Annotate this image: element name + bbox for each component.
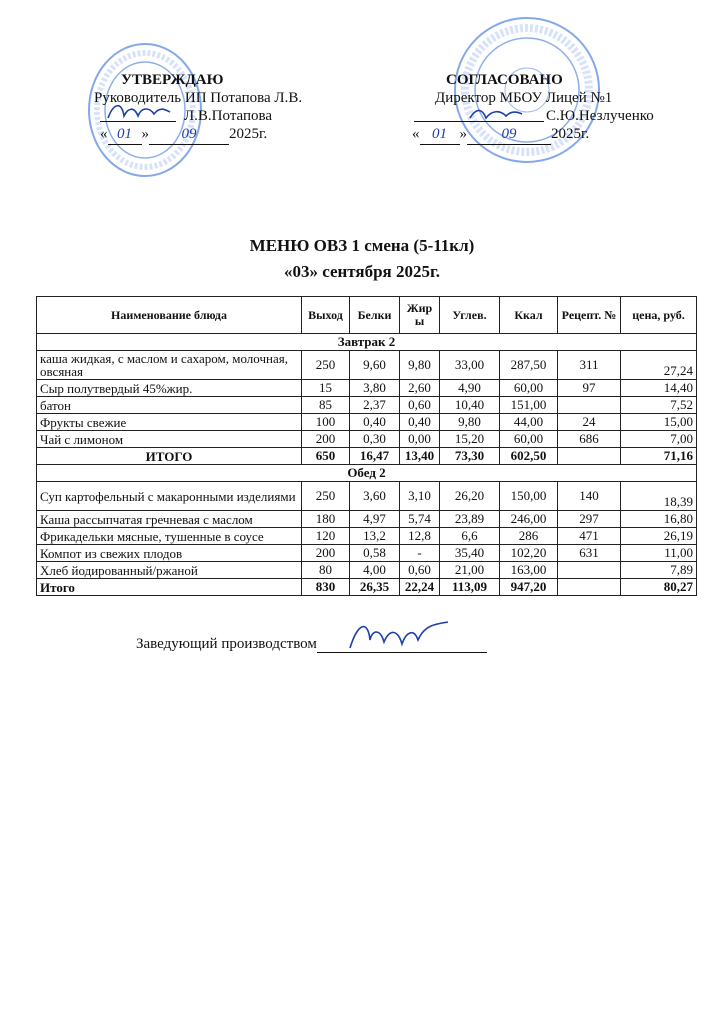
cell-recipe: 24 [558, 414, 621, 431]
table-row [37, 562, 697, 579]
col-header-kcal: Ккал [500, 297, 558, 334]
cell-kcal: 150,00 [500, 482, 558, 511]
col-header-fat: Жир ы [400, 297, 440, 334]
cell-fat: 3,10 [400, 482, 440, 511]
cell-price: 7,89 [621, 562, 697, 579]
approve-heading: УТВЕРЖДАЮ [121, 72, 224, 88]
total-row [37, 448, 697, 465]
cell-kcal: 163,00 [500, 562, 558, 579]
col-header-name: Наименование блюда [37, 297, 302, 334]
cell-output: 200 [302, 545, 350, 562]
cell-recipe: 97 [558, 380, 621, 397]
approve-date-month: 09 [149, 125, 229, 145]
cell-name: Фрикадельки мясные, тушенные в соусе [37, 528, 302, 545]
cell-output: 15 [302, 380, 350, 397]
page-subtitle: «03» сентября 2025г. [283, 262, 441, 281]
cell-protein: 4,00 [350, 562, 400, 579]
col-header-output: Выход [302, 297, 350, 334]
cell-carbs: 6,6 [440, 528, 500, 545]
cell-price: 71,16 [621, 448, 697, 465]
col-header-carbs: Углев. [440, 297, 500, 334]
table-row [37, 431, 697, 448]
cell-fat: 2,60 [400, 380, 440, 397]
cell-name: Каша рассыпчатая гречневая с маслом [37, 511, 302, 528]
approve-signer: Л.В.Потапова [184, 108, 273, 124]
cell-recipe [558, 397, 621, 414]
cell-price: 15,00 [621, 414, 697, 431]
cell-fat: 9,80 [400, 351, 440, 380]
cell-output: 120 [302, 528, 350, 545]
cell-fat: 5,74 [400, 511, 440, 528]
cell-carbs: 113,09 [440, 579, 500, 596]
cell-recipe: 140 [558, 482, 621, 511]
table-row [37, 351, 697, 380]
agree-signature [466, 104, 526, 124]
cell-kcal: 602,50 [500, 448, 558, 465]
section-title: Завтрак 2 [37, 334, 697, 351]
cell-price: 11,00 [621, 545, 697, 562]
cell-output: 650 [302, 448, 350, 465]
cell-kcal: 60,00 [500, 431, 558, 448]
cell-protein: 13,2 [350, 528, 400, 545]
page-title: МЕНЮ ОВЗ 1 смена (5-11кл) [249, 236, 475, 255]
cell-fat: 0,60 [400, 562, 440, 579]
table-row [37, 414, 697, 431]
cell-protein: 0,40 [350, 414, 400, 431]
cell-fat: - [400, 545, 440, 562]
cell-name: Компот из свежих плодов [37, 545, 302, 562]
cell-output: 250 [302, 351, 350, 380]
cell-name: Чай с лимоном [37, 431, 302, 448]
agree-role: Директор МБОУ Лицей №1 [435, 90, 613, 106]
section-row [37, 465, 697, 482]
table-row [37, 545, 697, 562]
approve-signature [104, 100, 174, 124]
cell-output: 100 [302, 414, 350, 431]
cell-protein: 0,58 [350, 545, 400, 562]
cell-protein: 16,47 [350, 448, 400, 465]
cell-kcal: 44,00 [500, 414, 558, 431]
cell-protein: 0,30 [350, 431, 400, 448]
cell-carbs: 10,40 [440, 397, 500, 414]
cell-fat: 22,24 [400, 579, 440, 596]
cell-recipe: 311 [558, 351, 621, 380]
cell-fat: 0,60 [400, 397, 440, 414]
cell-name: Суп картофельный с макаронными изделиями [37, 482, 302, 511]
cell-price: 14,40 [621, 380, 697, 397]
agree-date-day: 01 [420, 125, 460, 145]
cell-carbs: 21,00 [440, 562, 500, 579]
menu-table [36, 296, 697, 596]
cell-price: 27,24 [621, 351, 697, 380]
footer-label: Заведующий производством [136, 636, 317, 652]
cell-fat: 0,40 [400, 414, 440, 431]
approve-date: « 01 » 09 2025г. [100, 125, 267, 145]
approve-date-day: 01 [108, 125, 142, 145]
cell-output: 250 [302, 482, 350, 511]
cell-protein: 3,60 [350, 482, 400, 511]
cell-carbs: 35,40 [440, 545, 500, 562]
cell-price: 7,00 [621, 431, 697, 448]
table-row [37, 482, 697, 511]
table-row [37, 397, 697, 414]
approve-role: Руководитель ИП Потапова Л.В. [94, 90, 303, 106]
agree-signer: С.Ю.Незлученко [546, 108, 654, 124]
cell-protein: 3,80 [350, 380, 400, 397]
agree-date-month: 09 [467, 125, 551, 145]
cell-kcal: 102,20 [500, 545, 558, 562]
cell-name: Фрукты свежие [37, 414, 302, 431]
cell-carbs: 23,89 [440, 511, 500, 528]
cell-carbs: 9,80 [440, 414, 500, 431]
cell-kcal: 246,00 [500, 511, 558, 528]
cell-name: ИТОГО [37, 448, 302, 465]
col-header-protein: Белки [350, 297, 400, 334]
section-title: Обед 2 [37, 465, 697, 482]
cell-carbs: 4,90 [440, 380, 500, 397]
cell-name: Сыр полутвердый 45%жир. [37, 380, 302, 397]
total-row [37, 579, 697, 596]
cell-kcal: 287,50 [500, 351, 558, 380]
cell-kcal: 60,00 [500, 380, 558, 397]
cell-output: 180 [302, 511, 350, 528]
col-header-recipe: Рецепт. № [558, 297, 621, 334]
cell-protein: 9,60 [350, 351, 400, 380]
table-row [37, 528, 697, 545]
cell-recipe [558, 579, 621, 596]
cell-price: 18,39 [621, 482, 697, 511]
cell-price: 26,19 [621, 528, 697, 545]
agree-heading: СОГЛАСОВАНО [446, 72, 563, 88]
cell-protein: 26,35 [350, 579, 400, 596]
cell-output: 80 [302, 562, 350, 579]
cell-carbs: 73,30 [440, 448, 500, 465]
section-row [37, 334, 697, 351]
cell-price: 80,27 [621, 579, 697, 596]
cell-kcal: 947,20 [500, 579, 558, 596]
cell-price: 16,80 [621, 511, 697, 528]
cell-protein: 4,97 [350, 511, 400, 528]
cell-name: батон [37, 397, 302, 414]
cell-output: 200 [302, 431, 350, 448]
cell-recipe: 297 [558, 511, 621, 528]
cell-name: Хлеб йодированный/ржаной [37, 562, 302, 579]
cell-fat: 13,40 [400, 448, 440, 465]
cell-carbs: 26,20 [440, 482, 500, 511]
col-header-price: цена, руб. [621, 297, 697, 334]
footer-signature-mark [344, 618, 454, 658]
cell-carbs: 33,00 [440, 351, 500, 380]
table-row [37, 511, 697, 528]
cell-recipe [558, 562, 621, 579]
cell-kcal: 286 [500, 528, 558, 545]
cell-name: Итого [37, 579, 302, 596]
table-header-row [37, 297, 697, 334]
cell-recipe [558, 448, 621, 465]
cell-name: каша жидкая, с маслом и сахаром, молочная, овсяная [37, 351, 302, 380]
cell-fat: 12,8 [400, 528, 440, 545]
cell-output: 830 [302, 579, 350, 596]
agree-date: « 01 » 09 2025г. [412, 125, 589, 145]
cell-recipe: 471 [558, 528, 621, 545]
cell-carbs: 15,20 [440, 431, 500, 448]
cell-output: 85 [302, 397, 350, 414]
cell-recipe: 631 [558, 545, 621, 562]
cell-fat: 0,00 [400, 431, 440, 448]
cell-recipe: 686 [558, 431, 621, 448]
table-row [37, 380, 697, 397]
cell-protein: 2,37 [350, 397, 400, 414]
cell-price: 7,52 [621, 397, 697, 414]
cell-kcal: 151,00 [500, 397, 558, 414]
